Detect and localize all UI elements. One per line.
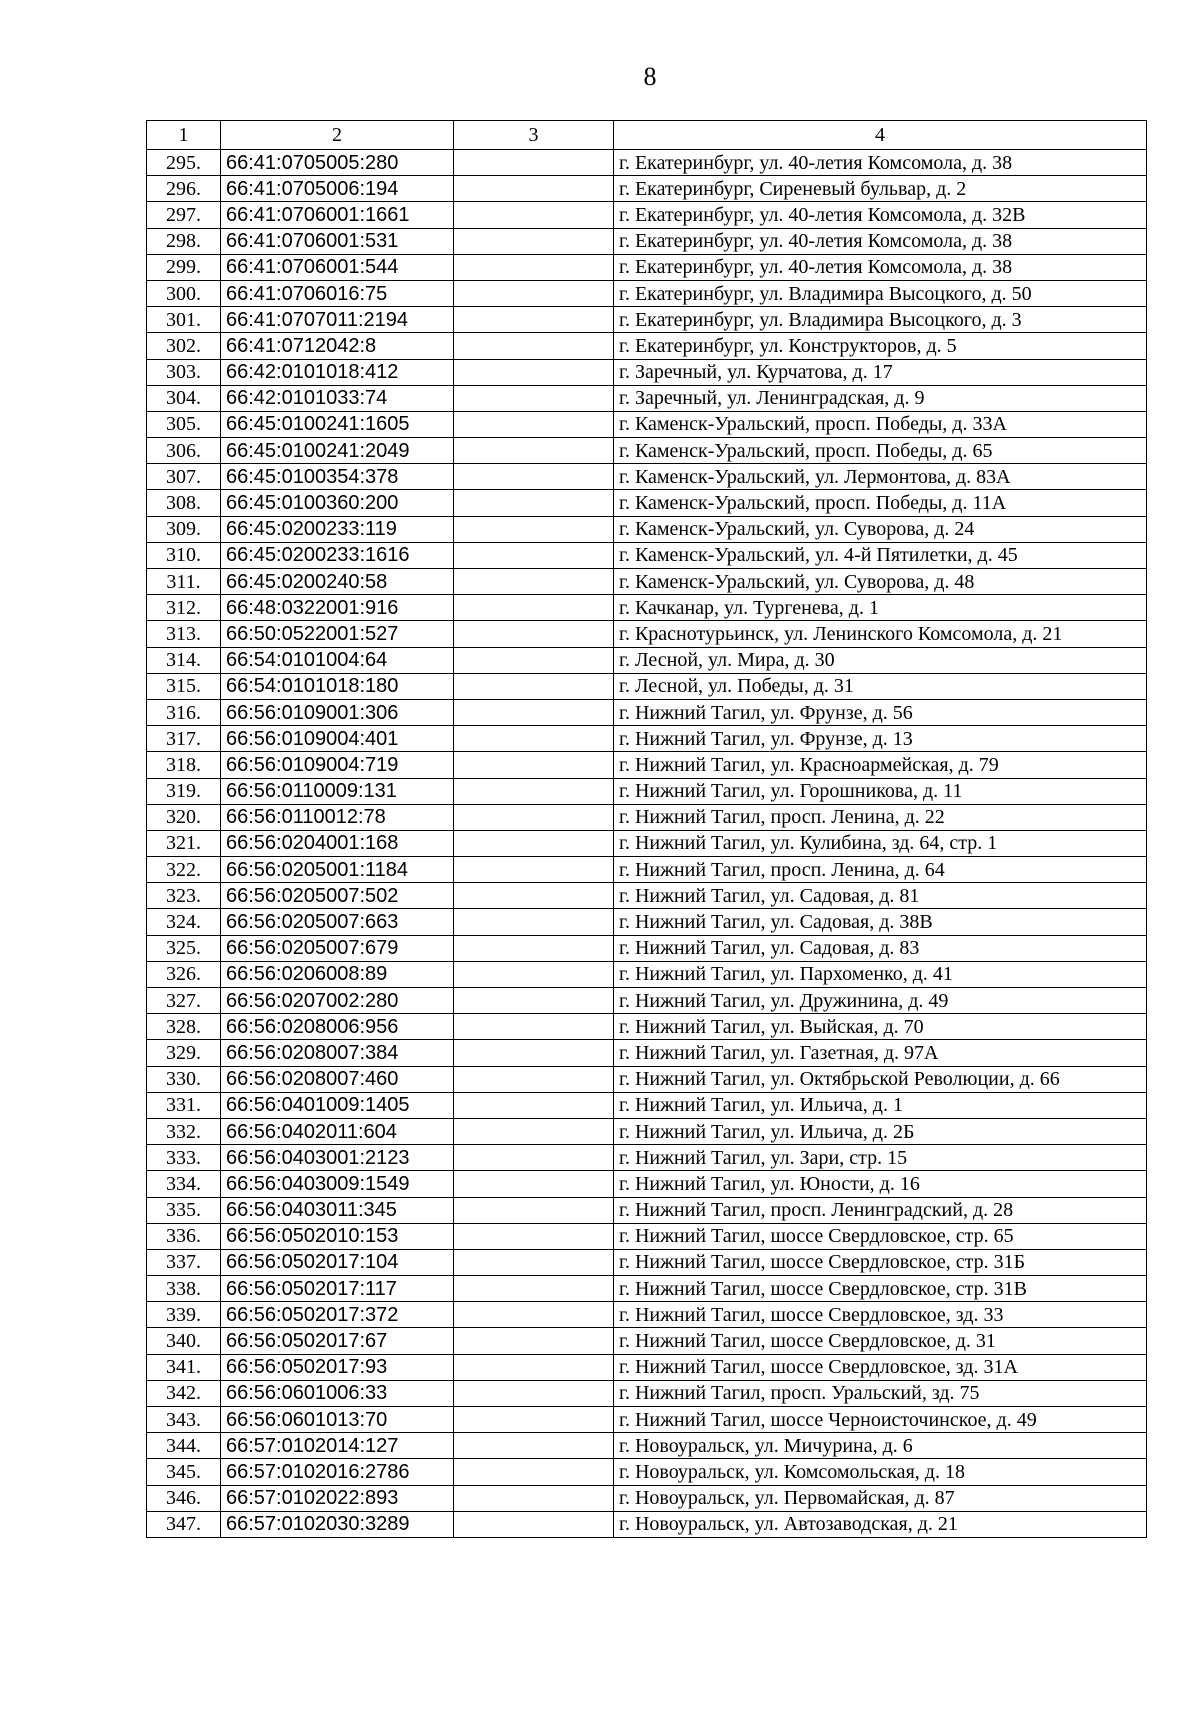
address-cell: г. Каменск-Уральский, просп. Победы, д. 65 (614, 438, 1147, 464)
address-cell: г. Новоуральск, ул. Автозаводская, д. 21 (614, 1511, 1147, 1537)
row-number-cell: 318. (147, 752, 221, 778)
row-number-cell: 299. (147, 254, 221, 280)
empty-cell (454, 411, 614, 437)
address-cell: г. Нижний Тагил, ул. Пархоменко, д. 41 (614, 961, 1147, 987)
cadastral-number-cell: 66:56:0403011:345 (221, 1197, 454, 1223)
cadastral-number-cell: 66:56:0205001:1184 (221, 857, 454, 883)
cadastral-number-cell: 66:41:0706001:1661 (221, 202, 454, 228)
cadastral-number-cell: 66:57:0102016:2786 (221, 1459, 454, 1485)
row-number-cell: 341. (147, 1354, 221, 1380)
empty-cell (454, 202, 614, 228)
address-cell: г. Нижний Тагил, ул. Красноармейская, д. 79 (614, 752, 1147, 778)
row-number-cell: 343. (147, 1407, 221, 1433)
table-row (147, 1354, 1147, 1380)
cadastral-number-cell: 66:56:0208006:956 (221, 1014, 454, 1040)
row-number-cell: 305. (147, 411, 221, 437)
table-row (147, 202, 1147, 228)
row-number-cell: 306. (147, 438, 221, 464)
empty-cell (454, 1197, 614, 1223)
address-cell: г. Нижний Тагил, шоссе Свердловское, зд. 33 (614, 1302, 1147, 1328)
address-cell: г. Нижний Тагил, ул. Садовая, д. 81 (614, 883, 1147, 909)
empty-cell (454, 1276, 614, 1302)
cadastral-number-cell: 66:56:0110009:131 (221, 778, 454, 804)
cadastral-number-cell: 66:56:0109004:401 (221, 726, 454, 752)
address-cell: г. Екатеринбург, ул. 40-летия Комсомола, д. 38 (614, 150, 1147, 176)
cadastral-number-cell: 66:57:0102030:3289 (221, 1511, 454, 1537)
address-cell: г. Нижний Тагил, ул. Дружинина, д. 49 (614, 988, 1147, 1014)
row-number-cell: 319. (147, 778, 221, 804)
table-row (147, 621, 1147, 647)
address-cell: г. Нижний Тагил, шоссе Свердловское, стр. 31Б (614, 1249, 1147, 1275)
row-number-cell: 339. (147, 1302, 221, 1328)
address-cell: г. Новоуральск, ул. Первомайская, д. 87 (614, 1485, 1147, 1511)
table-row (147, 752, 1147, 778)
cadastral-number-cell: 66:50:0522001:527 (221, 621, 454, 647)
address-cell: г. Качканар, ул. Тургенева, д. 1 (614, 595, 1147, 621)
cadastral-number-cell: 66:56:0502017:117 (221, 1276, 454, 1302)
cadastral-number-cell: 66:42:0101033:74 (221, 385, 454, 411)
empty-cell (454, 1407, 614, 1433)
cadastral-number-cell: 66:45:0100241:1605 (221, 411, 454, 437)
cadastral-number-cell: 66:56:0110012:78 (221, 804, 454, 830)
table-row (147, 490, 1147, 516)
table-row (147, 333, 1147, 359)
address-cell: г. Каменск-Уральский, ул. Суворова, д. 24 (614, 516, 1147, 542)
table-row (147, 359, 1147, 385)
empty-cell (454, 1145, 614, 1171)
empty-cell (454, 1511, 614, 1537)
row-number-cell: 311. (147, 569, 221, 595)
table-row (147, 1302, 1147, 1328)
empty-cell (454, 359, 614, 385)
row-number-cell: 345. (147, 1459, 221, 1485)
empty-cell (454, 988, 614, 1014)
table-row (147, 1118, 1147, 1144)
cadastral-number-cell: 66:41:0706001:544 (221, 254, 454, 280)
table-row (147, 1328, 1147, 1354)
table-row (147, 1066, 1147, 1092)
empty-cell (454, 464, 614, 490)
empty-cell (454, 1485, 614, 1511)
row-number-cell: 317. (147, 726, 221, 752)
row-number-cell: 325. (147, 935, 221, 961)
address-cell: г. Нижний Тагил, ул. Ильича, д. 2Б (614, 1118, 1147, 1144)
cadastral-number-cell: 66:56:0208007:384 (221, 1040, 454, 1066)
table-header-row (147, 121, 1147, 150)
row-number-cell: 331. (147, 1092, 221, 1118)
address-cell: г. Нижний Тагил, ул. Юности, д. 16 (614, 1171, 1147, 1197)
row-number-cell: 303. (147, 359, 221, 385)
table-row (147, 988, 1147, 1014)
column-header-4: 4 (614, 121, 1147, 150)
empty-cell (454, 673, 614, 699)
column-header-3: 3 (454, 121, 614, 150)
cadastral-number-cell: 66:56:0402011:604 (221, 1118, 454, 1144)
cadastral-number-cell: 66:56:0401009:1405 (221, 1092, 454, 1118)
row-number-cell: 322. (147, 857, 221, 883)
column-header-1: 1 (147, 121, 221, 150)
cadastral-number-cell: 66:57:0102022:893 (221, 1485, 454, 1511)
empty-cell (454, 1092, 614, 1118)
row-number-cell: 298. (147, 228, 221, 254)
row-number-cell: 297. (147, 202, 221, 228)
row-number-cell: 340. (147, 1328, 221, 1354)
cadastral-number-cell: 66:41:0706001:531 (221, 228, 454, 254)
row-number-cell: 296. (147, 176, 221, 202)
table-row (147, 857, 1147, 883)
row-number-cell: 316. (147, 699, 221, 725)
empty-cell (454, 935, 614, 961)
address-cell: г. Нижний Тагил, шоссе Свердловское, стр. 31В (614, 1276, 1147, 1302)
cadastral-number-cell: 66:45:0200233:119 (221, 516, 454, 542)
cadastral-number-cell: 66:41:0707011:2194 (221, 307, 454, 333)
table-row (147, 647, 1147, 673)
row-number-cell: 309. (147, 516, 221, 542)
address-cell: г. Екатеринбург, ул. 40-летия Комсомола, д. 38 (614, 228, 1147, 254)
cadastral-number-cell: 66:45:0200240:58 (221, 569, 454, 595)
row-number-cell: 342. (147, 1380, 221, 1406)
table-row (147, 1092, 1147, 1118)
address-cell: г. Новоуральск, ул. Комсомольская, д. 18 (614, 1459, 1147, 1485)
address-cell: г. Нижний Тагил, шоссе Свердловское, д. 31 (614, 1328, 1147, 1354)
row-number-cell: 314. (147, 647, 221, 673)
empty-cell (454, 333, 614, 359)
table-row (147, 1433, 1147, 1459)
address-cell: г. Нижний Тагил, ул. Выйская, д. 70 (614, 1014, 1147, 1040)
empty-cell (454, 621, 614, 647)
table-row (147, 699, 1147, 725)
empty-cell (454, 909, 614, 935)
address-cell: г. Нижний Тагил, ул. Ильича, д. 1 (614, 1092, 1147, 1118)
empty-cell (454, 280, 614, 306)
table-row (147, 1511, 1147, 1537)
address-cell: г. Нижний Тагил, шоссе Черноисточинское, д. 49 (614, 1407, 1147, 1433)
address-cell: г. Нижний Тагил, ул. Фрунзе, д. 56 (614, 699, 1147, 725)
row-number-cell: 324. (147, 909, 221, 935)
cadastral-number-cell: 66:41:0705006:194 (221, 176, 454, 202)
address-cell: г. Заречный, ул. Ленинградская, д. 9 (614, 385, 1147, 411)
empty-cell (454, 542, 614, 568)
cadastral-number-cell: 66:54:0101018:180 (221, 673, 454, 699)
empty-cell (454, 228, 614, 254)
row-number-cell: 326. (147, 961, 221, 987)
empty-cell (454, 699, 614, 725)
table-row (147, 1145, 1147, 1171)
table-row (147, 804, 1147, 830)
table-row (147, 569, 1147, 595)
row-number-cell: 327. (147, 988, 221, 1014)
empty-cell (454, 385, 614, 411)
cadastral-number-cell: 66:41:0705005:280 (221, 150, 454, 176)
empty-cell (454, 1380, 614, 1406)
row-number-cell: 323. (147, 883, 221, 909)
empty-cell (454, 150, 614, 176)
empty-cell (454, 307, 614, 333)
row-number-cell: 329. (147, 1040, 221, 1066)
table-row (147, 438, 1147, 464)
empty-cell (454, 1171, 614, 1197)
empty-cell (454, 804, 614, 830)
table-row (147, 1407, 1147, 1433)
address-cell: г. Нижний Тагил, ул. Газетная, д. 97А (614, 1040, 1147, 1066)
empty-cell (454, 1433, 614, 1459)
address-cell: г. Нижний Тагил, ул. Садовая, д. 83 (614, 935, 1147, 961)
table-row (147, 228, 1147, 254)
address-cell: г. Каменск-Уральский, просп. Победы, д. 11А (614, 490, 1147, 516)
empty-cell (454, 726, 614, 752)
address-cell: г. Екатеринбург, ул. 40-летия Комсомола, д. 38 (614, 254, 1147, 280)
cadastral-number-cell: 66:57:0102014:127 (221, 1433, 454, 1459)
cadastral-number-cell: 66:56:0207002:280 (221, 988, 454, 1014)
empty-cell (454, 752, 614, 778)
row-number-cell: 313. (147, 621, 221, 647)
address-cell: г. Екатеринбург, ул. Владимира Высоцкого, д. 50 (614, 280, 1147, 306)
property-table (146, 120, 1147, 1538)
cadastral-number-cell: 66:56:0502017:93 (221, 1354, 454, 1380)
table-row (147, 1459, 1147, 1485)
cadastral-number-cell: 66:45:0100354:378 (221, 464, 454, 490)
cadastral-number-cell: 66:48:0322001:916 (221, 595, 454, 621)
row-number-cell: 321. (147, 830, 221, 856)
table-row (147, 726, 1147, 752)
empty-cell (454, 961, 614, 987)
table-row (147, 542, 1147, 568)
address-cell: г. Лесной, ул. Победы, д. 31 (614, 673, 1147, 699)
empty-cell (454, 438, 614, 464)
row-number-cell: 320. (147, 804, 221, 830)
row-number-cell: 308. (147, 490, 221, 516)
cadastral-number-cell: 66:45:0100360:200 (221, 490, 454, 516)
table-row (147, 176, 1147, 202)
address-cell: г. Нижний Тагил, ул. Горошникова, д. 11 (614, 778, 1147, 804)
empty-cell (454, 516, 614, 542)
empty-cell (454, 490, 614, 516)
cadastral-number-cell: 66:54:0101004:64 (221, 647, 454, 673)
address-cell: г. Екатеринбург, ул. 40-летия Комсомола, д. 32В (614, 202, 1147, 228)
table-row (147, 280, 1147, 306)
row-number-cell: 295. (147, 150, 221, 176)
cadastral-number-cell: 66:56:0502017:67 (221, 1328, 454, 1354)
empty-cell (454, 1354, 614, 1380)
row-number-cell: 304. (147, 385, 221, 411)
empty-cell (454, 254, 614, 280)
address-cell: г. Нижний Тагил, ул. Фрунзе, д. 13 (614, 726, 1147, 752)
empty-cell (454, 1459, 614, 1485)
table-row (147, 516, 1147, 542)
address-cell: г. Каменск-Уральский, ул. Суворова, д. 48 (614, 569, 1147, 595)
row-number-cell: 346. (147, 1485, 221, 1511)
table-row (147, 1276, 1147, 1302)
table-body (147, 150, 1147, 1538)
row-number-cell: 301. (147, 307, 221, 333)
table-row (147, 464, 1147, 490)
row-number-cell: 315. (147, 673, 221, 699)
table-row (147, 935, 1147, 961)
row-number-cell: 300. (147, 280, 221, 306)
cadastral-number-cell: 66:56:0403009:1549 (221, 1171, 454, 1197)
empty-cell (454, 1249, 614, 1275)
empty-cell (454, 1223, 614, 1249)
address-cell: г. Каменск-Уральский, ул. Лермонтова, д. 83А (614, 464, 1147, 490)
row-number-cell: 335. (147, 1197, 221, 1223)
table-row (147, 883, 1147, 909)
row-number-cell: 334. (147, 1171, 221, 1197)
address-cell: г. Краснотурьинск, ул. Ленинского Комсомола, д. 21 (614, 621, 1147, 647)
table-row (147, 1040, 1147, 1066)
table-row (147, 307, 1147, 333)
page-number: 8 (643, 62, 657, 91)
row-number-cell: 333. (147, 1145, 221, 1171)
address-cell: г. Екатеринбург, Сиреневый бульвар, д. 2 (614, 176, 1147, 202)
address-cell: г. Нижний Тагил, просп. Уральский, зд. 75 (614, 1380, 1147, 1406)
cadastral-number-cell: 66:56:0205007:502 (221, 883, 454, 909)
table-row (147, 909, 1147, 935)
address-cell: г. Нижний Тагил, просп. Ленина, д. 22 (614, 804, 1147, 830)
address-cell: г. Нижний Тагил, ул. Кулибина, зд. 64, стр. 1 (614, 830, 1147, 856)
empty-cell (454, 1014, 614, 1040)
cadastral-number-cell: 66:41:0706016:75 (221, 280, 454, 306)
cadastral-number-cell: 66:56:0109004:719 (221, 752, 454, 778)
cadastral-number-cell: 66:41:0712042:8 (221, 333, 454, 359)
table-row (147, 1485, 1147, 1511)
table-row (147, 1380, 1147, 1406)
address-cell: г. Каменск-Уральский, ул. 4-й Пятилетки, д. 45 (614, 542, 1147, 568)
row-number-cell: 307. (147, 464, 221, 490)
empty-cell (454, 830, 614, 856)
table-row (147, 254, 1147, 280)
row-number-cell: 344. (147, 1433, 221, 1459)
table-row (147, 778, 1147, 804)
row-number-cell: 330. (147, 1066, 221, 1092)
address-cell: г. Нижний Тагил, шоссе Свердловское, зд. 31А (614, 1354, 1147, 1380)
cadastral-number-cell: 66:56:0205007:663 (221, 909, 454, 935)
cadastral-number-cell: 66:56:0502017:372 (221, 1302, 454, 1328)
cadastral-number-cell: 66:45:0200233:1616 (221, 542, 454, 568)
table-row (147, 1014, 1147, 1040)
cadastral-number-cell: 66:45:0100241:2049 (221, 438, 454, 464)
row-number-cell: 336. (147, 1223, 221, 1249)
empty-cell (454, 857, 614, 883)
table-row (147, 595, 1147, 621)
row-number-cell: 328. (147, 1014, 221, 1040)
row-number-cell: 302. (147, 333, 221, 359)
empty-cell (454, 1118, 614, 1144)
empty-cell (454, 1328, 614, 1354)
table-row (147, 385, 1147, 411)
empty-cell (454, 1302, 614, 1328)
table-row (147, 830, 1147, 856)
address-cell: г. Каменск-Уральский, просп. Победы, д. 33А (614, 411, 1147, 437)
empty-cell (454, 778, 614, 804)
address-cell: г. Нижний Тагил, ул. Садовая, д. 38В (614, 909, 1147, 935)
row-number-cell: 338. (147, 1276, 221, 1302)
cadastral-number-cell: 66:56:0204001:168 (221, 830, 454, 856)
row-number-cell: 312. (147, 595, 221, 621)
address-cell: г. Заречный, ул. Курчатова, д. 17 (614, 359, 1147, 385)
table-row (147, 411, 1147, 437)
cadastral-number-cell: 66:42:0101018:412 (221, 359, 454, 385)
address-cell: г. Новоуральск, ул. Мичурина, д. 6 (614, 1433, 1147, 1459)
cadastral-number-cell: 66:56:0109001:306 (221, 699, 454, 725)
column-header-2: 2 (221, 121, 454, 150)
table-row (147, 673, 1147, 699)
table-row (147, 1223, 1147, 1249)
cadastral-number-cell: 66:56:0206008:89 (221, 961, 454, 987)
empty-cell (454, 176, 614, 202)
table-row (147, 961, 1147, 987)
address-cell: г. Нижний Тагил, просп. Ленина, д. 64 (614, 857, 1147, 883)
cadastral-number-cell: 66:56:0601013:70 (221, 1407, 454, 1433)
cadastral-number-cell: 66:56:0208007:460 (221, 1066, 454, 1092)
empty-cell (454, 595, 614, 621)
table-row (147, 1171, 1147, 1197)
empty-cell (454, 883, 614, 909)
cadastral-number-cell: 66:56:0502017:104 (221, 1249, 454, 1275)
address-cell: г. Нижний Тагил, просп. Ленинградский, д. 28 (614, 1197, 1147, 1223)
cadastral-number-cell: 66:56:0601006:33 (221, 1380, 454, 1406)
table-row (147, 1249, 1147, 1275)
empty-cell (454, 569, 614, 595)
row-number-cell: 332. (147, 1118, 221, 1144)
address-cell: г. Екатеринбург, ул. Владимира Высоцкого, д. 3 (614, 307, 1147, 333)
row-number-cell: 337. (147, 1249, 221, 1275)
address-cell: г. Нижний Тагил, ул. Зари, стр. 15 (614, 1145, 1147, 1171)
address-cell: г. Нижний Тагил, ул. Октябрьской Революции, д. 66 (614, 1066, 1147, 1092)
row-number-cell: 310. (147, 542, 221, 568)
address-cell: г. Лесной, ул. Мира, д. 30 (614, 647, 1147, 673)
empty-cell (454, 1040, 614, 1066)
row-number-cell: 347. (147, 1511, 221, 1537)
cadastral-number-cell: 66:56:0403001:2123 (221, 1145, 454, 1171)
address-cell: г. Екатеринбург, ул. Конструкторов, д. 5 (614, 333, 1147, 359)
cadastral-number-cell: 66:56:0205007:679 (221, 935, 454, 961)
cadastral-number-cell: 66:56:0502010:153 (221, 1223, 454, 1249)
table-row (147, 150, 1147, 176)
empty-cell (454, 647, 614, 673)
empty-cell (454, 1066, 614, 1092)
address-cell: г. Нижний Тагил, шоссе Свердловское, стр. 65 (614, 1223, 1147, 1249)
table-row (147, 1197, 1147, 1223)
